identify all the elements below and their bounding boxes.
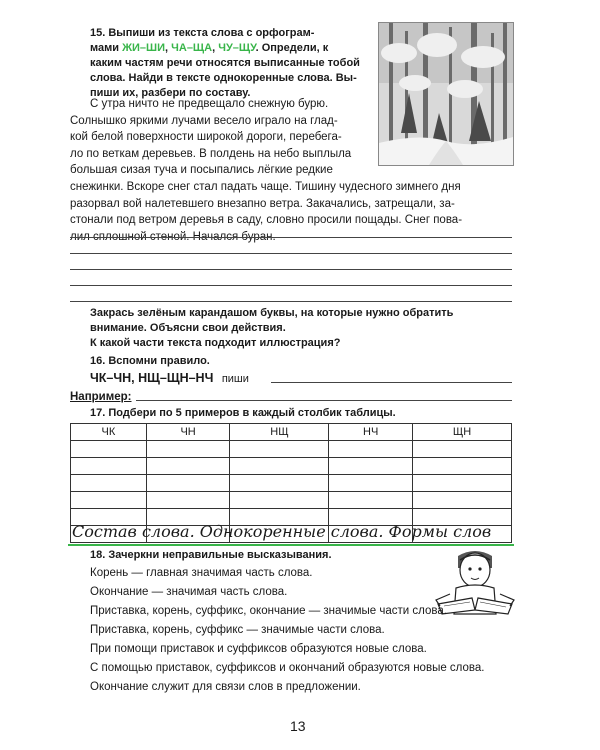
statement[interactable]: Окончание — значимая часть слова. [90,586,288,598]
task16-title: 16. Вспомни правило. [90,355,210,367]
task15-extra-b: внимание. Объясни свои действия. [90,322,286,334]
story-line: С утра ничто не предвещало снежную бурю. [90,98,329,110]
table-cell[interactable] [146,475,230,492]
table-cell[interactable] [71,492,147,509]
task15-instruction: 15. Выпиши из текста слова с орфограм- мами ЖИ–ШИ, ЧА–ЩА, ЧУ–ЩУ. Определи, к каким частям речи относятся выписанные тобой слова. Найди в тексте однокоренные слова. Вы- пиши их, разбери по составу. [90,26,370,101]
section-title: Состав слова. Однокоренные слова. Формы слов [72,522,492,541]
task16-rule-row [90,369,512,385]
task15-instr-a: Выпиши из текста слова с орфограм- [108,27,315,39]
table-header-row [71,424,512,441]
task18-statements [90,564,520,697]
table-cell[interactable] [146,441,230,458]
table-cell[interactable] [329,492,413,509]
orthogram-chu-shchu: ЧУ–ЩУ [218,42,256,54]
story-line: ло по веткам деревьев. В полдень на небо выплыла [70,147,352,160]
table-cell[interactable] [413,492,512,509]
statement[interactable]: Окончание служит для связи слов в предложении. [90,681,361,693]
answer-line[interactable] [70,253,512,254]
task15-extra [90,306,512,351]
statement[interactable]: Приставка, корень, суффикс, окончание — значимые части слова. [90,605,447,617]
table-cell[interactable] [230,441,329,458]
statement[interactable]: С помощью приставок, суффиксов и окончаний образуются новые слова. [90,662,485,674]
task17-title: 17. Подбери по 5 примеров в каждый столбик таблицы. [90,407,396,419]
task15-instr-c: . Определи, к [255,42,329,54]
table-cell[interactable] [71,475,147,492]
page-number: 13 [290,718,306,734]
table-row [71,475,512,492]
table-header-cell: НЧ [329,424,413,441]
table-cell[interactable] [230,475,329,492]
table-cell[interactable] [71,441,147,458]
story-line: снежинки. Вскоре снег стал падать чаще. Тишину чудесного зимнего дня [70,180,461,193]
statement[interactable]: При помощи приставок и суффиксов образуются новые слова. [90,643,427,655]
task15-extra-a: Закрась зелёным карандашом буквы, на которые нужно обратить [90,307,454,319]
table-cell[interactable] [71,458,147,475]
task15-number: 15. [90,27,106,39]
story-line: кой белой поверхности широкой дороги, перебега- [70,131,342,144]
task16-rule: ЧК–ЧН, НЩ–ЩН–НЧ [90,371,214,385]
story-line: большая сизая туча и посыпались лёгкие редкие [70,164,333,177]
answer-line[interactable] [70,237,512,238]
task16-example-label: Например: [70,391,132,403]
table-header-cell: ЩН [413,424,512,441]
table-row [71,492,512,509]
table-cell[interactable] [230,492,329,509]
table-header-cell: ЧК [71,424,147,441]
table-cell[interactable] [413,441,512,458]
task16-example-row [70,387,512,403]
task15-story [70,96,512,245]
table-header-cell: НЩ [230,424,329,441]
orthogram-cha-shcha: ЧА–ЩА [171,42,213,54]
answer-line[interactable] [70,285,512,286]
table-header-cell: ЧН [146,424,230,441]
table-row [71,441,512,458]
table-cell[interactable] [329,441,413,458]
task15-instr-d: каким частям речи относятся выписанные тобой [90,57,360,69]
task15-instr-f: пиши их, разбери по составу. [90,87,251,99]
task15-instr-e: слова. Найди в тексте однокоренные слова. Вы- [90,72,357,84]
task16-answer-line[interactable] [271,382,512,383]
statement[interactable]: Корень — главная значимая часть слова. [90,567,313,579]
answer-line[interactable] [70,269,512,270]
table-row [71,458,512,475]
task15-extra-c: К какой части текста подходит иллюстрация? [90,337,341,349]
table-cell[interactable] [329,458,413,475]
answer-line[interactable] [70,301,512,302]
story-line: стонали под ветром деревья в саду, словно просили пощады. Снег пова- [70,214,463,227]
section-title-underline [68,544,514,546]
statement[interactable]: Приставка, корень, суффикс — значимые части слова. [90,624,385,636]
orthogram-zhi-shi: ЖИ–ШИ [122,42,166,54]
task15-instr-b: мами [90,42,120,54]
table-cell[interactable] [329,475,413,492]
story-line: Солнышко яркими лучами весело играло на глад- [70,114,338,127]
table-cell[interactable] [413,458,512,475]
table-cell[interactable] [146,458,230,475]
task16-pishi: пиши [221,373,249,385]
table-cell[interactable] [146,492,230,509]
task18-title: 18. Зачеркни неправильные высказывания. [90,549,332,561]
table-cell[interactable] [230,458,329,475]
table-cell[interactable] [413,475,512,492]
story-line: разорвал вой налетевшего внезапно ветра. Закачались, затрещали, за- [70,197,455,210]
task16-example-line[interactable] [136,400,512,401]
story-line: лил сплошной стеной. Начался буран. [70,230,276,243]
